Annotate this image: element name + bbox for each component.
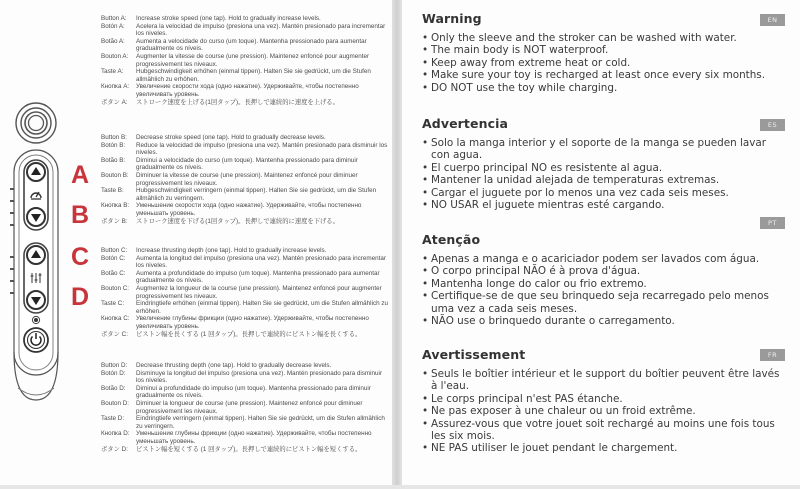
list-item: • Make sure your toy is recharged at least once every six months. (422, 69, 784, 81)
instruction-row (101, 187, 389, 202)
row-label: Кнопка A: (101, 83, 130, 91)
row-label: ボタン D: (101, 445, 128, 453)
section-title: Warning (422, 11, 482, 26)
list-item: • DO NOT use the toy while charging. (422, 82, 784, 94)
row-text: Hubgeschwindigkeit verringern (einmal tippen). Halten Sie sie gedrückt, um die Stufen allmählich zu verringern. (136, 187, 377, 202)
row-text: Eindringtiefe erhöhen (einmal tippen). Halten Sie sie gedrückt, um die Stufen allmählich zu erhöhen. (136, 300, 389, 315)
row-label: Botón C: (101, 254, 126, 262)
list-item: • Keep away from extreme heat or cold. (422, 57, 784, 69)
row-label: Botão D: (101, 384, 126, 392)
row-label: ボタン A: (101, 98, 128, 106)
left-page (0, 0, 392, 485)
row-label: Botão A: (101, 37, 125, 45)
row-label: ボタン C: (101, 330, 128, 338)
warning-section-fr (422, 347, 784, 455)
row-text: Aumenta a velocidade do curso (um toque). Mantenha pressionado para aumentar gradualmente os níveis. (136, 37, 367, 53)
row-text: Decrease stroke speed (one tap). Hold to gradually decrease levels. (136, 134, 326, 141)
instruction-row (101, 415, 389, 430)
page-gutter (392, 0, 402, 485)
row-text: Reduce la velocidad de impulso (presiona una vez). Mantén presionado para disminuir los niveles. (136, 141, 388, 157)
list-item: • The main body is NOT waterproof. (422, 44, 784, 56)
row-text: Disminuye la longitud del impulso (presiona una vez). Mantén presionado para disminuir los niveles. (136, 369, 383, 385)
warning-list (422, 368, 784, 455)
instruction-row (101, 15, 389, 23)
row-text: Diminui a profundidade do impulso (um toque). Mantenha pressionado para diminuir gradualmente os níveis. (136, 384, 371, 400)
row-label: Taste D: (101, 415, 125, 423)
row-label: Button B: (101, 134, 127, 141)
label-a: A (71, 161, 90, 189)
instruction-row (101, 400, 389, 415)
device-illustration (0, 0, 100, 485)
row-label: ボタン B: (101, 217, 128, 225)
row-text: Augmenter la vitesse de course (une pression). Maintenez enfoncé pour augmenter progressivement les niveaux. (136, 52, 370, 68)
list-item: • NÃO use o brinquedo durante o carregamento. (422, 315, 784, 327)
list-item: • Seuls le boîtier intérieur et le support du boîtier peuvent être lavés à l'eau. (422, 368, 784, 393)
language-badge-en: EN (760, 14, 785, 26)
instruction-row (101, 218, 389, 226)
instruction-row (101, 370, 389, 385)
row-label: Taste C: (101, 300, 125, 308)
row-label: Button C: (101, 247, 128, 254)
language-badge-pt: PT (760, 217, 785, 229)
instruction-row (101, 68, 389, 83)
row-text: ストローク速度を下げる(1回タップ)。長押しで連続的に速度を下げる。 (136, 217, 339, 225)
row-text: Уменьшение глубины фрикции (одно нажатие). Удерживайте, чтобы постепенно уменьшать уровень. (136, 430, 372, 445)
row-label: Bouton C: (101, 284, 130, 292)
instructions-button-d (101, 362, 389, 453)
instruction-row (101, 255, 389, 270)
instruction-row (101, 315, 389, 330)
list-item: • Certifique-se de que seu brinquedo seja recarregado pelo menos uma vez a cada seis meses. (422, 290, 784, 315)
warning-section-en (422, 11, 784, 94)
list-item: • Apenas a manga e o acariciador podem ser lavados com água. (422, 253, 784, 265)
row-text: Increase stroke speed (one tap). Hold to gradually increase levels. (136, 15, 321, 22)
row-label: Taste B: (101, 187, 124, 195)
row-text: Eindringtiefe verringern (einmal tippen). Halten Sie sie gedrückt, um die Stufen allmählich zu verringern. (136, 415, 385, 430)
instruction-row (101, 331, 389, 339)
row-text: Aumenta a profundidade do impulso (um toque). Mantenha pressionado para aumentar gradualmente os níveis. (136, 269, 380, 285)
instructions-button-c (101, 247, 389, 338)
row-text: Hubgeschwindigkeit erhöhen (einmal tippen). Halten Sie sie gedrückt, um die Stufen allmählich zu erhöhen. (136, 68, 371, 83)
row-text: Увеличение скорости хода (одно нажатие). Удерживайте, чтобы постепенно увеличивать уровень. (136, 83, 359, 98)
instruction-row (101, 172, 389, 187)
instruction-row (101, 430, 389, 445)
instructions-button-a (101, 15, 389, 106)
row-text: Aumenta la longitud del impulso (presiona una vez). Mantén presionado para incrementar los niveles. (136, 254, 386, 270)
top-cap-icon (16, 103, 56, 143)
instruction-row (101, 270, 389, 285)
row-text: Acelera la velocidad de impulso (presiona una vez). Mantén presionado para incrementar los niveles. (136, 22, 386, 38)
row-text: Уменьшение скорости хода (одно нажатие). Удерживайте, чтобы постепенно уменьшать уровень. (136, 202, 362, 217)
instruction-row (101, 446, 389, 454)
instruction-row (101, 83, 389, 98)
list-item: • Le corps principal n'est PAS étanche. (422, 393, 784, 405)
list-item: • NO USAR el juguete mientras esté cargando. (422, 199, 784, 211)
row-text: ピストン幅を短くする (1 回タップ)。長押しで連続的にピストン幅を短くする。 (136, 445, 362, 453)
instruction-row (101, 38, 389, 53)
row-label: Кнопка C: (101, 315, 130, 323)
instruction-row (101, 385, 389, 400)
row-text: Увеличение глубины фрикции (одно нажатие). Удерживайте, чтобы постепенно увеличивать уровень. (136, 315, 369, 330)
list-item: • Only the sleeve and the stroker can be washed with water. (422, 32, 784, 44)
row-text: Augmentez la longueur de la course (une pression). Maintenez enfoncé pour augmenter progressivement les niveaux. (136, 284, 382, 300)
warning-list (422, 137, 784, 211)
section-title: Atenção (422, 232, 481, 247)
row-label: Button A: (101, 15, 127, 22)
list-item: • NE PAS utiliser le jouet pendant le chargement. (422, 442, 784, 454)
warning-section-pt (422, 232, 784, 327)
instruction-row (101, 99, 389, 107)
instructions-button-b (101, 134, 389, 225)
row-label: Botón D: (101, 369, 126, 377)
warning-list (422, 253, 784, 327)
instruction-row (101, 53, 389, 68)
row-label: Bouton D: (101, 399, 130, 407)
list-item: • Solo la manga interior y el soporte de la manga se pueden lavar con agua. (422, 137, 784, 162)
row-text: Diminui a velocidade do curso (um toque). Mantenha pressionado para diminuir gradualmente os níveis. (136, 156, 358, 172)
language-badge-es: ES (760, 119, 785, 131)
list-item: • Mantener la unidad alejada de temperaturas extremas. (422, 174, 784, 186)
row-label: Кнопка B: (101, 202, 130, 210)
row-text: Diminuer la vitesse de course (une pression). Maintenez enfoncé pour diminuer progressivement les niveaux. (136, 171, 358, 187)
row-text: Decrease thrusting depth (one tap). Hold to gradually decrease levels. (136, 362, 332, 369)
row-label: Кнопка D: (101, 430, 130, 438)
warning-section-es (422, 116, 784, 211)
row-text: Diminuer la longueur de course (une pression). Maintenez enfoncé pour diminuer progressivement les niveaux. (136, 399, 363, 415)
list-item: • O corpo principal NÃO é à prova d'água. (422, 265, 784, 277)
instruction-row (101, 134, 389, 142)
list-item: • Mantenha longe do calor ou frio extremo. (422, 278, 784, 290)
row-text: Increase thrusting depth (one tap). Hold to gradually increase levels. (136, 247, 327, 254)
instruction-row (101, 362, 389, 370)
list-item: • El cuerpo principal NO es resistente al agua. (422, 162, 784, 174)
row-label: Botão B: (101, 156, 126, 164)
instruction-row (101, 300, 389, 315)
instruction-row (101, 247, 389, 255)
row-label: Button D: (101, 362, 128, 369)
row-label: Bouton A: (101, 52, 129, 60)
row-text: ストローク速度を上げる(1回タップ)。長押しで連続的に速度を上げる。 (136, 98, 339, 106)
row-label: Botón B: (101, 141, 126, 149)
list-item: • Assurez-vous que votre jouet soit rechargé au moins une fois tous les six mois. (422, 418, 784, 443)
row-label: Botón A: (101, 22, 125, 30)
instruction-row (101, 202, 389, 217)
label-d: D (71, 283, 90, 311)
row-text: ピストン幅を長くする (1 回タップ)。長押しで連続的にピストン幅を長くする。 (136, 330, 362, 338)
sliders-icon (31, 273, 42, 283)
instruction-row (101, 142, 389, 157)
list-item: • Ne pas exposer à une chaleur ou un froid extrême. (422, 405, 784, 417)
row-label: Taste A: (101, 68, 124, 76)
section-title: Advertencia (422, 116, 508, 131)
instruction-row (101, 23, 389, 38)
label-b: B (71, 201, 90, 229)
row-label: Botão C: (101, 269, 126, 277)
list-item: • Cargar el juguete por lo menos una vez cada seis meses. (422, 187, 784, 199)
instruction-row (101, 285, 389, 300)
warning-list (422, 32, 784, 94)
language-badge-fr: FR (760, 349, 785, 361)
instruction-row (101, 157, 389, 172)
section-title: Avertissement (422, 347, 526, 362)
label-c: C (71, 243, 90, 271)
row-label: Bouton B: (101, 171, 129, 179)
